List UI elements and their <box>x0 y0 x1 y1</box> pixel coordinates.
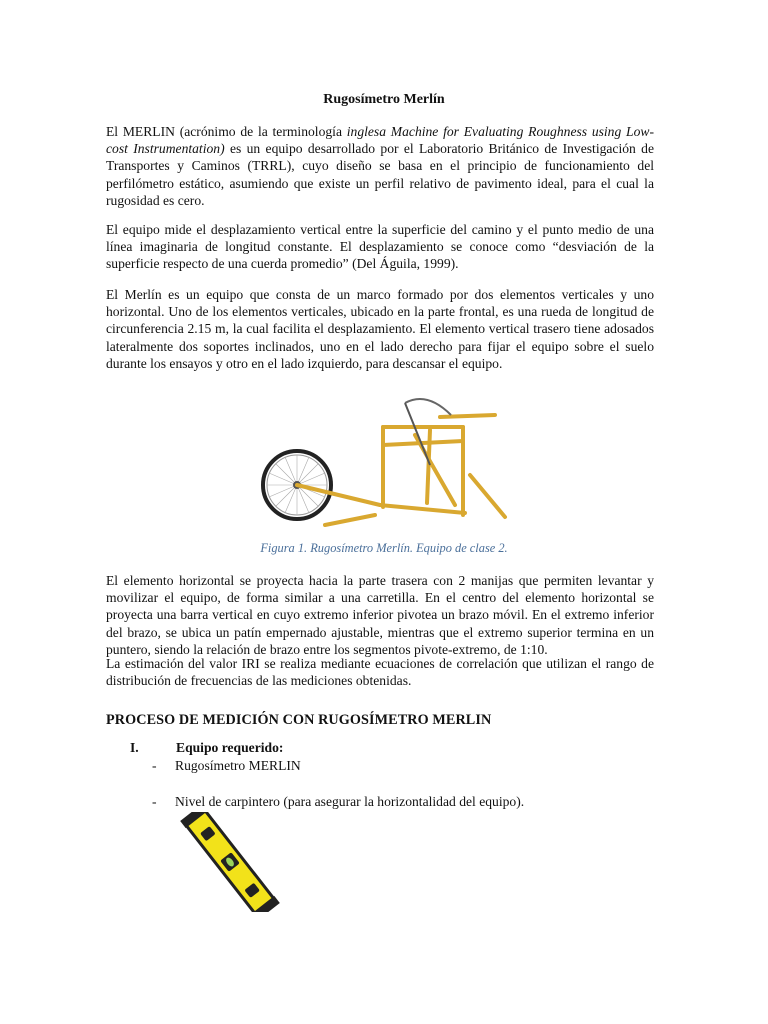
list-item-2-text: Nivel de carpintero (para asegurar la horizontalidad del equipo). <box>175 794 525 809</box>
paragraph-vertical-displacement: El equipo mide el desplazamiento vertical entre la superficie del camino y el punto medio de una línea imaginaria de longitud constante. El desplazamiento se conoce como “desviación de la superficie respecto de una cuerda promedio” (Del Águila, 1999). <box>106 222 654 272</box>
paragraph-1-text-a: El MERLIN (acrónimo de la terminología <box>106 124 347 139</box>
paragraph-horizontal-element: El elemento horizontal se proyecta hacia la parte trasera con 2 manijas que permiten levantar y movilizar el equipo, de forma similar a una carretilla. En el centro del elemento horizontal se proyecta una barra vertical en cuyo extremo inferior pivotea un brazo móvil. En el extremo inferior del brazo, se ubica un patín empernado ajustable, mientras que el extremo superior termina en un puntero, siendo la relación de brazo entre los segmentos pivote-extremo, de 1:10. <box>106 573 654 657</box>
paragraph-frame-description: El Merlín es un equipo que consta de un marco formado por dos elementos verticales y uno horizontal. Uno de los elementos verticales, ubicado en la parte frontal, es una rueda de longitud de circunferencia 2.15 m, la cual facilita el desplazamiento. El elemento vertical trasero tiene adosados lateralmente dos soportes inclinados, uno en el lado derecho para fijar el equipo sobre el suelo durante los ensayos y otro en el lado izquierdo, para descansar el equipo. <box>106 287 654 371</box>
spirit-level-image <box>175 812 285 912</box>
merlin-device-figure <box>255 385 515 537</box>
document-title: Rugosímetro Merlín <box>323 92 445 107</box>
paragraph-1-text-b: es un equipo desarrollado por el Laboratorio Británico de Investigación de Transportes y Caminos (TRRL), cuyo diseño se basa en el principio de funcionamiento del perfilómetro estático, asumiendo que existe un perfil relativo de pavimento ideal, para el cual la rugosidad es cero. <box>106 141 654 208</box>
list-numeral: I. <box>130 740 139 755</box>
spirit-level-icon <box>180 812 280 912</box>
list-label: Equipo requerido: <box>176 740 284 755</box>
list-item-2-dash: - <box>152 794 157 809</box>
paragraph-iri-estimation: La estimación del valor IRI se realiza mediante ecuaciones de correlación que utilizan el rango de distribución de frecuencias de las mediciones obtenidas. <box>106 656 654 689</box>
section-heading: PROCESO DE MEDICIÓN CON RUGOSÍMETRO MERLIN <box>106 712 492 728</box>
paragraph-1-italic-term: inglesa Machine for Evaluating Roughness using Low-cost Instrumentation) <box>106 124 654 157</box>
figure-caption: Figura 1. Rugosímetro Merlín. Equipo de clase 2. <box>260 541 508 555</box>
list-item-1-dash: - <box>152 758 157 773</box>
paragraph-merlin-definition <box>106 123 654 209</box>
pointer-arm-icon <box>405 399 451 415</box>
pointer-icon <box>405 403 430 465</box>
list-item-1-text: Rugosímetro MERLIN <box>175 758 301 773</box>
